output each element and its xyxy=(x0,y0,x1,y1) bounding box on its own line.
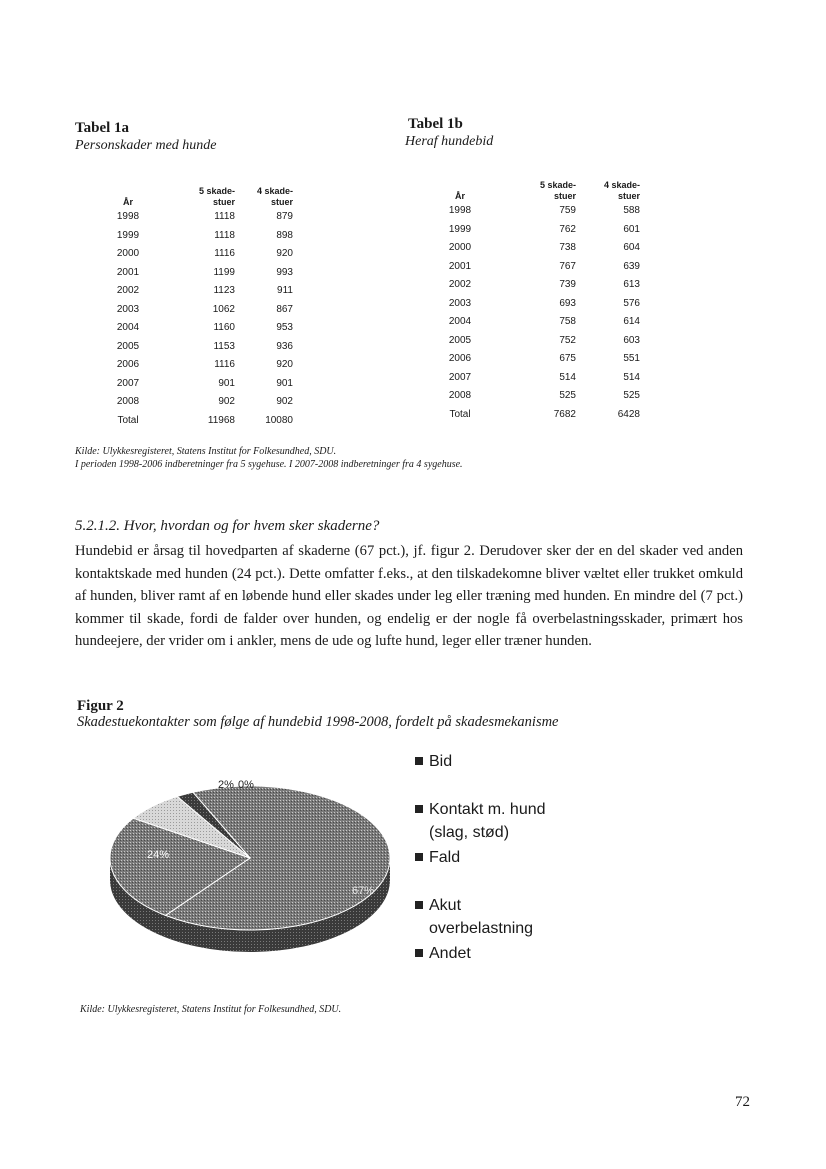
table-row xyxy=(103,393,293,412)
pie-data-label: 67% xyxy=(352,885,375,897)
table-row xyxy=(435,276,640,295)
value-cell: 514 xyxy=(559,371,576,383)
legend-swatch xyxy=(415,805,423,813)
table-row xyxy=(103,264,293,283)
table-row xyxy=(435,350,640,369)
legend-item xyxy=(415,846,460,869)
section-heading: 5.2.1.2. Hvor, hvordan og for hvem sker skaderne? xyxy=(75,518,380,534)
year-cell: 2002 xyxy=(448,279,472,290)
year-cell: 2002 xyxy=(116,285,140,296)
table-1b-year-header: År xyxy=(454,191,465,201)
table-1b-col5-header: 5 skade- stuer xyxy=(539,180,576,201)
value-cell: 1160 xyxy=(213,322,235,333)
year-cell: 2006 xyxy=(448,353,472,364)
value-cell: 936 xyxy=(276,340,293,352)
legend-swatch xyxy=(415,901,423,909)
year-cell: 2008 xyxy=(116,396,140,407)
year-cell: 2005 xyxy=(116,340,140,352)
table-row xyxy=(435,313,640,332)
year-cell: Total xyxy=(117,414,139,426)
year-cell: 2001 xyxy=(116,266,140,278)
pie-chart xyxy=(100,770,400,970)
year-cell: 2006 xyxy=(116,359,140,370)
table-1a-title: Tabel 1a xyxy=(75,120,130,136)
figure-title: Figur 2 xyxy=(77,698,124,714)
legend-label: Akut overbelastning xyxy=(429,897,534,937)
legend-swatch xyxy=(415,757,423,765)
pie-data-label: 0% xyxy=(238,779,254,791)
value-cell: 588 xyxy=(623,205,640,216)
legend-label: Andet xyxy=(429,945,471,962)
year-cell: 2005 xyxy=(448,334,472,346)
value-cell: 601 xyxy=(623,223,640,235)
table-1a-col4-header: 4 skade- stuer xyxy=(256,186,293,207)
year-cell: 2000 xyxy=(448,242,472,253)
value-cell: 1116 xyxy=(214,359,235,370)
table-1b-title: Tabel 1b xyxy=(408,116,463,132)
value-cell: 739 xyxy=(559,279,576,290)
year-cell: 2007 xyxy=(116,377,140,389)
legend-item xyxy=(415,894,533,940)
value-cell: 639 xyxy=(623,260,640,272)
value-cell: 10080 xyxy=(265,414,293,426)
table-row xyxy=(103,412,293,431)
table-row xyxy=(103,319,293,338)
value-cell: 614 xyxy=(623,316,640,327)
table-row xyxy=(435,406,640,425)
value-cell: 867 xyxy=(276,303,293,315)
year-cell: 1999 xyxy=(116,229,140,241)
year-cell: 2004 xyxy=(116,322,140,333)
year-cell: 1999 xyxy=(448,223,472,235)
table-source: Kilde: Ulykkesregisteret, Statens Institut for Folkesundhed, SDU. xyxy=(75,446,337,457)
value-cell: 993 xyxy=(276,266,293,278)
value-cell: 1118 xyxy=(214,229,235,241)
value-cell: 1116 xyxy=(214,248,235,259)
table-1b-col4-header: 4 skade- stuer xyxy=(603,180,640,201)
year-cell: 2007 xyxy=(448,371,472,383)
value-cell: 1062 xyxy=(212,303,235,315)
page-number: 72 xyxy=(735,1094,750,1110)
table-row xyxy=(103,356,293,375)
value-cell: 920 xyxy=(276,359,293,370)
table-1a xyxy=(103,186,293,430)
value-cell: 7682 xyxy=(553,408,576,420)
value-cell: 675 xyxy=(559,353,576,364)
value-cell: 551 xyxy=(623,353,640,364)
value-cell: 1199 xyxy=(213,266,235,278)
value-cell: 901 xyxy=(276,377,293,389)
value-cell: 911 xyxy=(277,285,293,296)
value-cell: 576 xyxy=(623,297,640,309)
table-row xyxy=(435,258,640,277)
table-row xyxy=(103,375,293,394)
value-cell: 514 xyxy=(623,371,640,383)
value-cell: 604 xyxy=(623,242,640,253)
value-cell: 758 xyxy=(559,316,576,327)
legend-label: Kontakt m. hund (slag, stød) xyxy=(429,801,546,841)
value-cell: 11968 xyxy=(207,414,235,426)
value-cell: 762 xyxy=(559,223,576,235)
value-cell: 901 xyxy=(218,377,235,389)
figure-subtitle: Skadestuekontakter som følge af hundebid 1998-2008, fordelt på skadesmekanisme xyxy=(77,714,559,730)
year-cell: 1998 xyxy=(116,211,140,222)
year-cell: 2003 xyxy=(116,303,140,315)
table-row xyxy=(103,227,293,246)
table-row xyxy=(435,221,640,240)
year-cell: 2003 xyxy=(448,297,472,309)
table-row xyxy=(435,369,640,388)
table-row xyxy=(103,338,293,357)
value-cell: 1123 xyxy=(213,285,235,296)
value-cell: 752 xyxy=(559,334,576,346)
legend-item xyxy=(415,750,452,773)
chart-legend xyxy=(415,750,635,980)
legend-item xyxy=(415,942,471,965)
value-cell: 920 xyxy=(276,248,293,259)
legend-swatch xyxy=(415,949,423,957)
value-cell: 693 xyxy=(559,297,576,309)
value-cell: 953 xyxy=(276,322,293,333)
value-cell: 902 xyxy=(218,396,235,407)
table-1b xyxy=(435,180,640,424)
legend-label: Fald xyxy=(429,849,461,866)
value-cell: 525 xyxy=(623,390,640,401)
value-cell: 6428 xyxy=(617,408,640,420)
table-row xyxy=(103,282,293,301)
value-cell: 525 xyxy=(559,390,576,401)
table-row xyxy=(435,295,640,314)
table-row xyxy=(435,239,640,258)
table-row xyxy=(103,301,293,320)
table-1a-subtitle: Personskader med hunde xyxy=(75,138,217,153)
table-1b-subtitle: Heraf hundebid xyxy=(405,134,494,149)
pie-data-label: 24% xyxy=(147,849,170,861)
year-cell: 2004 xyxy=(448,316,472,327)
year-cell: 2000 xyxy=(116,248,140,259)
value-cell: 879 xyxy=(276,211,293,222)
body-paragraph: Hundebid er årsag til hovedparten af skaderne (67 pct.), jf. figur 2. Derudover sker der en del skader ved anden kontaktskade med hunden (24 pct.). Dette omfatter f.eks., at den tilskadekomne bliver væltet eller trukket omkuld af hunden, bliver ramt af en løbende hund eller skades under leg eller træning med hunden. En mindre del (7 pct.) kommer til skade, fordi de falder over hunden, og endelig er der nogle få overbelastningsskader, primært hos hundeejere, der vrider om i ankler, mens de ude og lufte hund, leger eller træner hunden. xyxy=(75,543,743,649)
table-source-note: I perioden 1998-2006 indberetninger fra 5 sygehuse. I 2007-2008 indberetninger fra 4 sygehuse. xyxy=(75,459,463,470)
legend-swatch xyxy=(415,853,423,861)
value-cell: 738 xyxy=(559,242,576,253)
value-cell: 759 xyxy=(559,205,576,216)
table-1a-year-header: År xyxy=(122,197,133,207)
legend-label: Bid xyxy=(429,753,453,770)
value-cell: 767 xyxy=(559,260,576,272)
legend-item xyxy=(415,798,546,844)
figure-source: Kilde: Ulykkesregisteret, Statens Institut for Folkesundhed, SDU. xyxy=(80,1004,342,1015)
year-cell: Total xyxy=(449,408,471,420)
year-cell: 1998 xyxy=(448,205,472,216)
value-cell: 898 xyxy=(276,229,293,241)
value-cell: 613 xyxy=(623,279,640,290)
value-cell: 1153 xyxy=(213,340,235,352)
table-row xyxy=(103,245,293,264)
table-row xyxy=(435,387,640,406)
value-cell: 603 xyxy=(623,334,640,346)
pie-data-label: 2% xyxy=(218,779,234,791)
year-cell: 2001 xyxy=(448,260,472,272)
table-row xyxy=(435,332,640,351)
value-cell: 902 xyxy=(276,396,293,407)
table-1a-col5-header: 5 skade- stuer xyxy=(198,186,235,207)
table-row xyxy=(435,202,640,221)
value-cell: 1118 xyxy=(214,211,235,222)
year-cell: 2008 xyxy=(448,390,472,401)
table-row xyxy=(103,208,293,227)
